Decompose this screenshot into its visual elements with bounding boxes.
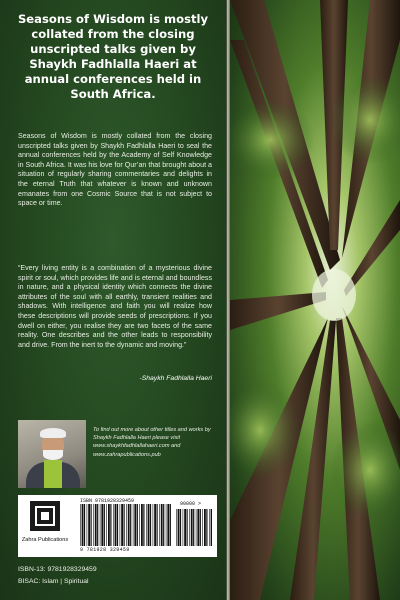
barcode-bar [106, 504, 107, 546]
barcode-bar [126, 504, 127, 546]
headline: Seasons of Wisdom is mostly collated from the closing unscripted talks given by Shaykh Fadhlalla Haeri at annual conferences held in South Africa. [17, 12, 209, 101]
barcode-price-code: 90000 > [180, 501, 202, 507]
barcode-bar [184, 509, 186, 546]
barcode-bar [166, 504, 167, 546]
barcode-bar [176, 509, 177, 546]
barcode-digits: 9 781928 329459 [80, 547, 130, 553]
isbn-line: ISBN-13: 9781928329459 [18, 566, 97, 573]
barcode-bar [191, 509, 193, 546]
barcode-bar [187, 509, 188, 546]
barcode-bar [124, 504, 125, 546]
forest-photo [230, 0, 400, 600]
barcode-bar [159, 504, 160, 546]
barcode-bar [196, 509, 197, 546]
more-info-text: To find out more about other titles and works by Shaykh Fadhlalla Haeri please visit www.shaykhfadhlallahaeri.com and www.zahrapublications.pub [93, 427, 211, 458]
barcode-bar [197, 509, 199, 546]
barcode-bar [91, 504, 92, 546]
barcode-bar [200, 509, 201, 546]
barcode-bar [121, 504, 123, 546]
barcode-bar [180, 509, 181, 546]
barcode-bar [84, 504, 85, 546]
barcode-bar [211, 509, 212, 546]
barcode-bar [153, 504, 154, 546]
barcode-bar [141, 504, 143, 546]
author-photo [18, 420, 86, 488]
barcode-bar [189, 509, 190, 546]
barcode-box [18, 495, 217, 557]
barcode-bar [100, 504, 101, 546]
barcode-bar [150, 504, 151, 546]
barcode-bar [87, 504, 88, 546]
barcode-bar [193, 509, 194, 546]
barcode-bar [95, 504, 97, 546]
barcode-bar [202, 509, 203, 546]
publisher-logo-icon [30, 501, 60, 531]
barcode-bar [170, 504, 171, 546]
quote-paragraph: “Every living entity is a combination of a mysterious divine spirit or soul, which provides life and is eternal and boundless in nature, and a physical identity which connects the divine attributes of the soul with all earthly, transient realities and shadows. With intelligence and faith you will realize how these descriptions will provide seeds of prescriptions. If you dwell on either, you realise they are two facets of the same reality. One describes and the other leads to responsibility and drive. From the inert to the dynamic and moving.” [18, 264, 212, 349]
barcode-bar [82, 504, 84, 546]
barcode-bar [97, 504, 98, 546]
barcode-bar [204, 509, 206, 546]
barcode-bar [139, 504, 140, 546]
barcode-bar [101, 504, 103, 546]
barcode-bar [110, 504, 111, 546]
barcode-bars [80, 504, 172, 546]
barcode-bar [167, 504, 169, 546]
barcode-bar [113, 504, 114, 546]
barcode-bar [128, 504, 130, 546]
publisher-name: Zahra Publications [21, 537, 69, 543]
barcode-bar [115, 504, 117, 546]
barcode-bar [137, 504, 138, 546]
publisher-logo [21, 501, 69, 553]
barcode-bar [157, 504, 158, 546]
intro-paragraph: Seasons of Wisdom is mostly collated from the closing unscripted talks given by Shaykh Fadhlalla Haeri to seal the annual conferences held by the Academy of Self Knowledge in South Africa. It was his love for Qur’an that brought about a situation of regularly sharing commentaries and delights in the eternal Truth that whatever is known and unknown emanates from one Cosmic Source that is not subject to space or time. [18, 132, 212, 208]
barcode-bar [134, 504, 136, 546]
barcode-bar [80, 504, 81, 546]
barcode-bar [93, 504, 94, 546]
barcode-bar [178, 509, 180, 546]
barcode-bar [161, 504, 163, 546]
barcode-bar [148, 504, 150, 546]
barcode-bar [154, 504, 156, 546]
barcode-bar [206, 509, 207, 546]
barcode-bar [133, 504, 134, 546]
barcode-bar [163, 504, 164, 546]
barcode-bar [209, 509, 210, 546]
barcode-bar [130, 504, 131, 546]
barcode-bar [88, 504, 90, 546]
barcode-bar [108, 504, 110, 546]
tree-trunks-image [230, 0, 400, 600]
barcode-bar [143, 504, 144, 546]
barcode-bar [104, 504, 105, 546]
barcode-isbn-top: ISBN 9781928329459 [80, 498, 135, 504]
bisac-line: BISAC: Islam | Spiritual [18, 578, 89, 585]
barcode-bar [146, 504, 147, 546]
quote-attribution: -Shaykh Fadhlalla Haeri [139, 375, 212, 382]
barcode-addon-bars [176, 509, 212, 546]
barcode-bar [117, 504, 118, 546]
barcode-bar [120, 504, 121, 546]
barcode-bar [183, 509, 184, 546]
